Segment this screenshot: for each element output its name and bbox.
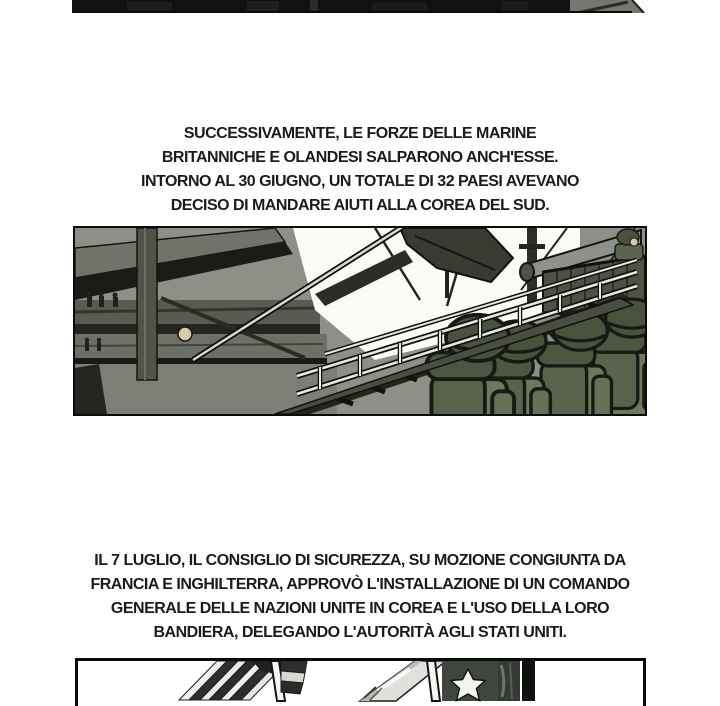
caption-line: INTORNO AL 30 GIUGNO, UN TOTALE DI 32 PAESI AVEVANO bbox=[141, 173, 579, 190]
narration-caption-1 bbox=[0, 122, 720, 218]
panel-soldiers-boarding bbox=[73, 226, 647, 416]
caption-line: SUCCESSIVAMENTE, LE FORZE DELLE MARINE bbox=[183, 125, 537, 142]
previous-panel-edge bbox=[72, 0, 648, 13]
caption-line: FRANCIA E INGHILTERRA, APPROVÒ L'INSTALLAZIONE DI UN COMANDO bbox=[90, 576, 630, 593]
boarding-illustration bbox=[75, 228, 645, 414]
soldier-on-truck bbox=[615, 229, 643, 260]
caption-line: GENERALE DELLE NAZIONI UNITE IN COREA E L'USO DELLA LORO bbox=[110, 600, 610, 617]
caption-line: DECISO DI MANDARE AIUTI ALLA COREA DEL SUD. bbox=[170, 197, 550, 214]
dark-pole-bar bbox=[522, 661, 535, 701]
us-flag-star-canton bbox=[442, 661, 520, 701]
flags-illustration bbox=[78, 661, 643, 703]
panel-flags bbox=[75, 658, 646, 706]
caption-line: BRITANNICHE E OLANDESI SALPARONO ANCH'ESSE. bbox=[161, 149, 559, 166]
caption-line: IL 7 LUGLIO, IL CONSIGLIO DI SICUREZZA, SU MOZIONE CONGIUNTA DA bbox=[94, 552, 626, 569]
narration-caption-2 bbox=[0, 549, 720, 645]
previous-panel-edge-art bbox=[72, 0, 648, 13]
caption-line: BANDIERA, DELEGANDO L'AUTORITÀ AGLI STATI UNITI. bbox=[153, 624, 567, 641]
